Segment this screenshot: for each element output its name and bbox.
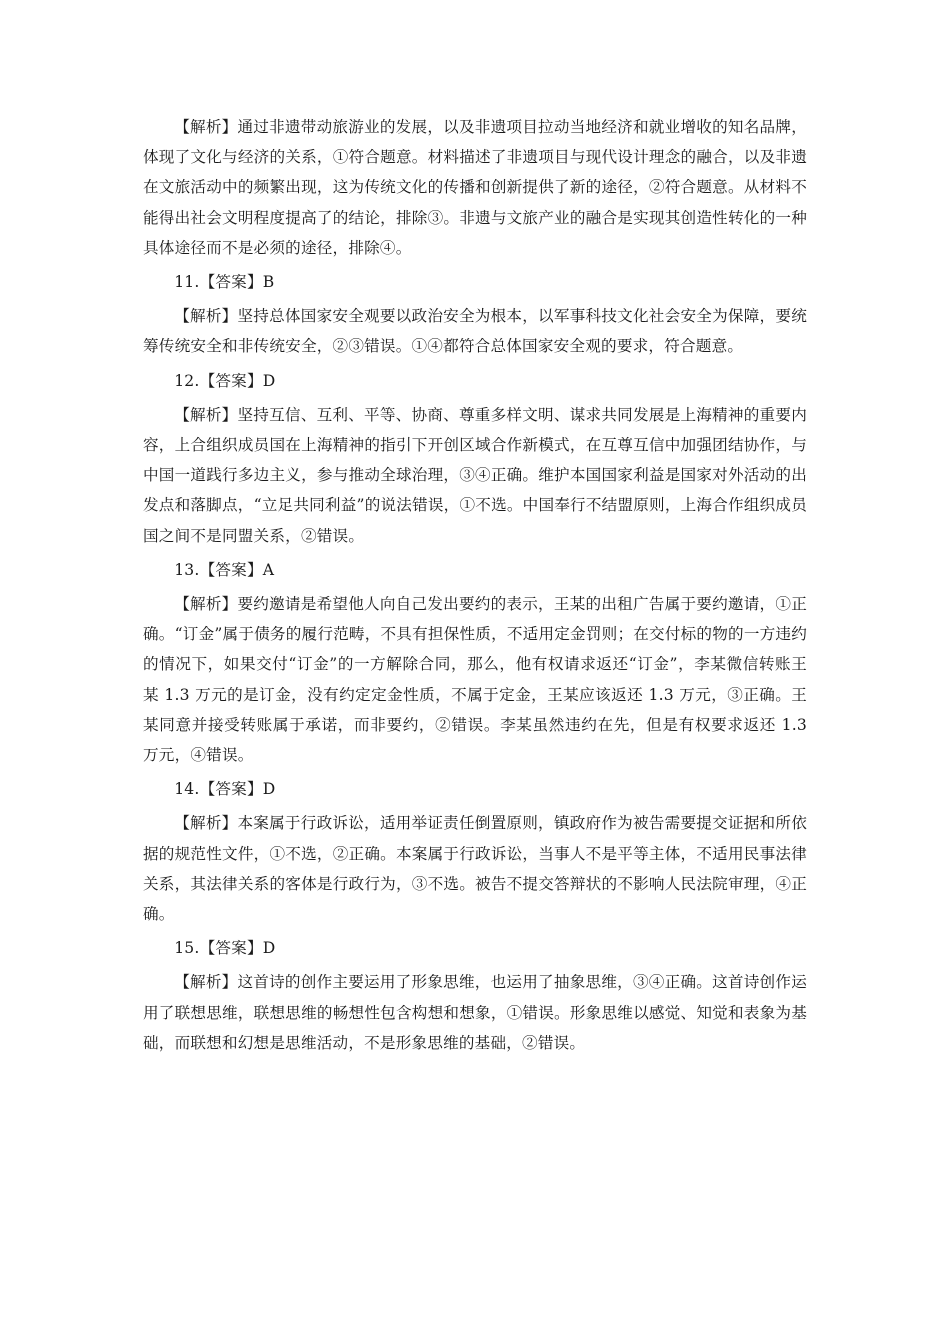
analysis-13: 【解析】要约邀请是希望他人向自己发出要约的表示，王某的出租广告属于要约邀请，①正确。“订金”属于债务的履行范畴，不具有担保性质，不适用定金罚则；在交付标的物的一方违约的情况下，如果交付“订金”的一方解除合同，那么，他有权请求返还“订金”，李某微信转账王某 1.3 万元的是订金，没有约定定金性质，不属于定金，王某应该返还 1.3 万元，③正确。王某同意并接受转账属于承诺，而非要约，②错误。李某虽然违约在先，但是有权要求返还 1.3 万元，④错误。	[143, 595, 807, 765]
analysis-11: 【解析】坚持总体国家安全观要以政治安全为根本，以军事科技文化社会安全为保障，要统筹传统安全和非传统安全，②③错误。①④都符合总体国家安全观的要求，符合题意。	[143, 307, 807, 356]
answer-14: 14.【答案】D	[174, 780, 276, 799]
document-page	[143, 112, 807, 1058]
answer-15: 15.【答案】D	[174, 939, 276, 958]
analysis-12: 【解析】坚持互信、互利、平等、协商、尊重多样文明、谋求共同发展是上海精神的重要内容，上合组织成员国在上海精神的指引下开创区域合作新模式，在互尊互信中加强团结协作，与中国一道践行多边主义，参与推动全球治理，③④正确。维护本国国家利益是国家对外活动的出发点和落脚点，“立足共同利益”的说法错误，①不选。中国奉行不结盟原则，上海合作组织成员国之间不是同盟关系，②错误。	[143, 405, 807, 545]
analysis-15: 【解析】这首诗的创作主要运用了形象思维，也运用了抽象思维，③④正确。这首诗创作运用了联想思维，联想思维的畅想性包含构想和想象，①错误。形象思维以感觉、知觉和表象为基础，而联想和幻想是思维活动，不是形象思维的基础，②错误。	[143, 973, 807, 1052]
answer-12: 12.【答案】D	[174, 371, 276, 390]
analysis-14: 【解析】本案属于行政诉讼，适用举证责任倒置原则，镇政府作为被告需要提交证据和所依据的规范性文件，①不选，②正确。本案属于行政诉讼，当事人不是平等主体，不适用民事法律关系，其法律关系的客体是行政行为，③不选。被告不提交答辩状的不影响人民法院审理，④正确。	[143, 814, 807, 924]
answer-13: 13.【答案】A	[174, 560, 275, 579]
analysis-10: 【解析】通过非遗带动旅游业的发展，以及非遗项目拉动当地经济和就业增收的知名品牌，体现了文化与经济的关系，①符合题意。材料描述了非遗项目与现代设计理念的融合，以及非遗在文旅活动中的频繁出现，这为传统文化的传播和创新提供了新的途径，②符合题意。从材料不能得出社会文明程度提高了的结论，排除③。非遗与文旅产业的融合是实现其创造性转化的一种具体途径而不是必须的途径，排除④。	[143, 118, 807, 257]
answer-11: 11.【答案】B	[174, 273, 275, 292]
